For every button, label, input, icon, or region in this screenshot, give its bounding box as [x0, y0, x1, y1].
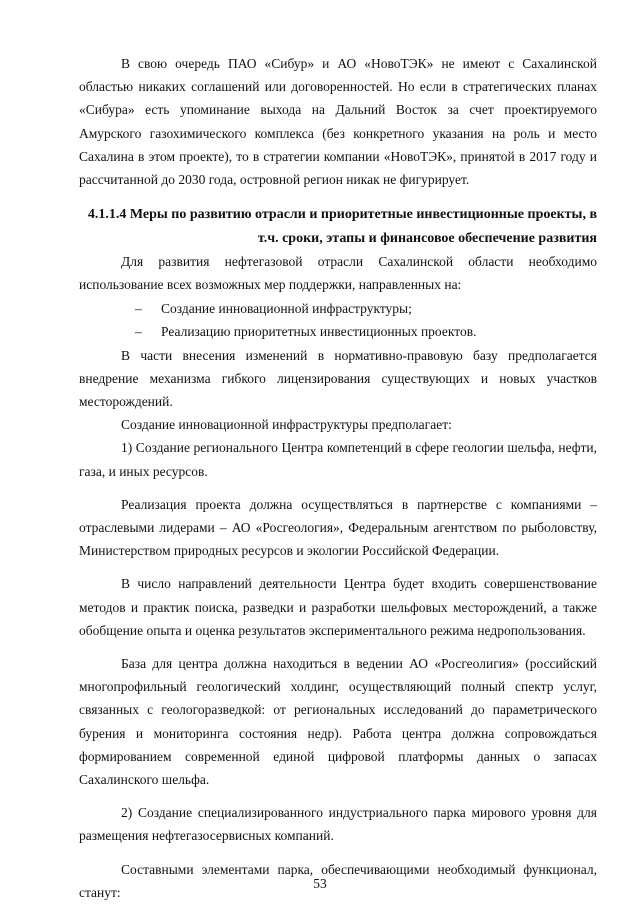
paragraph-park-elements: Составными элементами парка, обеспечивающими необходимый функционал, станут: [79, 861, 597, 900]
list-item-text: Создание инновационной инфраструктуры; [161, 300, 412, 316]
document-body [79, 52, 597, 904]
paragraph-partnership: Реализация проекта должна осуществляться в партнерстве с компаниями – отраслевыми лидерами – АО «Росгеология», Федеральным агентством по рыболовству, Министерством природных ресурсов и экологии Российской Федерации. [79, 496, 597, 559]
list-item-priority-projects [79, 320, 597, 344]
list-dash: – [135, 324, 142, 340]
paragraph-center-base: База для центра должна находиться в ведении АО «Росгеолигия» (российский многопрофильный геологический холдинг, осуществляющий полный спектр услуг, связанных с геологоразведкой: от региональных исследований до параметрического бурения и мониторинга состояния недр). Работа центра должна сопровождаться формированием современной единой цифровой платформы данных о запасах Сахалинского шельфа. [79, 656, 597, 788]
paragraph-sibur-novotek: В свою очередь ПАО «Сибур» и АО «НовоТЭК» не имеют с Сахалинской областью никаких соглашений или договоренностей. Но если в стратегических планах «Сибура» есть упоминание выхода на Дальний Восток за счет проектируемого Амурского газохимического комплекса (без конкретного указания на роль и место Сахалина в этом проекте), то в стратегии компании «НовоТЭК», принятой в 2017 году и рассчитанной до 2030 года, островной регион никак не фигурирует. [79, 56, 597, 188]
paragraph-center-directions: В число направлений деятельности Центра будет входить совершенствование методов и практик поиска, разведки и разработки шельфовых месторождений, а также обобщение опыта и оценка результатов экспериментального режима недропользования. [79, 576, 597, 638]
list-item-innovation-infrastructure [79, 297, 597, 321]
section-heading-4-1-1-4: 4.1.1.4 Меры по развитию отрасли и приоритетные инвестиционные проекты, в т.ч. сроки, этапы и финансовое обеспечение развития [87, 207, 597, 246]
paragraph-competence-center: 1) Создание регионального Центра компетенций в сфере геологии шельфа, нефти, газа, и иных ресурсов. [79, 440, 597, 479]
list-item-text: Реализацию приоритетных инвестиционных проектов. [161, 324, 477, 340]
page-number: 53 [313, 876, 327, 891]
paragraph-industrial-park: 2) Создание специализированного индустриального парка мирового уровня для размещения нефтегазосервисных компаний. [79, 805, 597, 844]
paragraph-licensing: В части внесения изменений в нормативно-правовую базу предполагается внедрение механизма гибкого лицензирования существующих и новых участков месторождений. [79, 347, 597, 410]
paragraph-support-measures: Для развития нефтегазовой отрасли Сахалинской области необходимо использование всех возможных мер поддержки, направленных на: [79, 254, 597, 293]
list-dash: – [135, 300, 142, 316]
paragraph-infrastructure-intro: Создание инновационной инфраструктуры предполагает: [121, 417, 452, 433]
